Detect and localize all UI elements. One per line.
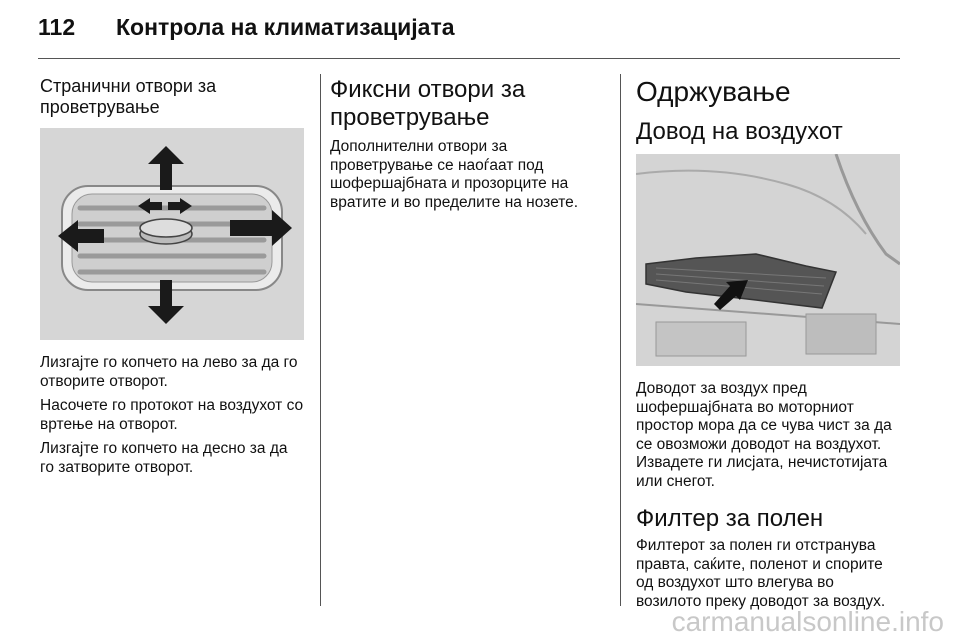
watermark: carmanualsonline.info <box>671 606 944 637</box>
side-vents-step-3: Лизгајте го копчето на десно за да го затворите отворот. <box>40 440 288 476</box>
air-intake-text: Доводот за воздух пред шофершајбната во моторниот простор мора да се чува чист за да се овозможи доводот на воздухот. Извадете ги лисјата, нечистотијата или снегот. <box>636 380 892 490</box>
page-number: 112 <box>38 14 76 40</box>
maintenance-title: Одржување <box>636 76 791 107</box>
side-vents-step-1: Лизгајте го копчето на лево за да го отворите отворот. <box>40 354 298 390</box>
fixed-vents-text: Дополнителни отвори за проветрување се наоѓаат под шофершајбната и прозорците на вратите и во пределите на нозете. <box>330 138 579 211</box>
column-side-vents <box>40 76 304 477</box>
header-rule <box>38 58 900 59</box>
pollen-filter-heading: Филтер за полен <box>636 505 824 532</box>
column-fixed-vents <box>330 76 602 212</box>
page-title: Контрола на климатизацијата <box>116 14 455 40</box>
page-header <box>38 14 455 41</box>
pollen-filter-text: Филтерот за полен ги отстранува правта, саќите, поленот и спорите од воздухот што влегува во возилото преку доводот за воздух. <box>636 537 886 610</box>
fixed-vents-heading: Фиксни отвори за проветрување <box>330 76 526 131</box>
side-vents-step-2: Насочете го протокот на воздухот со вртење на отворот. <box>40 397 304 433</box>
side-vents-heading: Странични отвори за проветрување <box>40 76 217 117</box>
column-maintenance <box>636 76 902 611</box>
side-vent-illustration <box>40 128 304 340</box>
air-intake-heading: Довод на воздухот <box>636 118 843 145</box>
column-divider-1 <box>320 74 321 606</box>
column-divider-2 <box>620 74 621 606</box>
air-intake-illustration <box>636 154 900 366</box>
